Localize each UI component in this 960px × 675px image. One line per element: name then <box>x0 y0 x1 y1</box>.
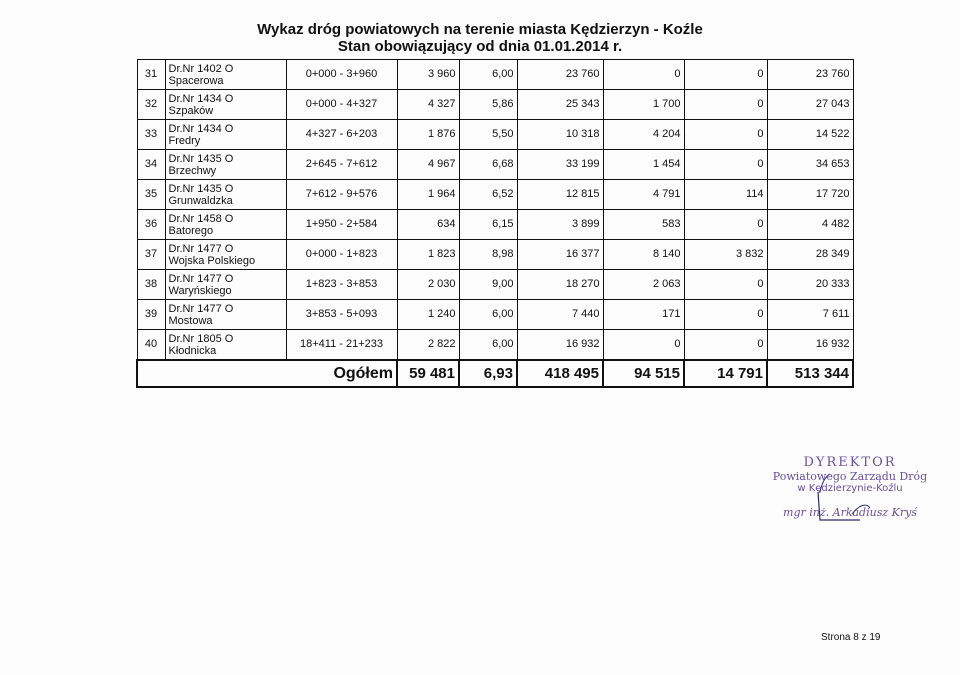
col7-value: 16 932 <box>767 330 853 361</box>
road-number: Dr.Nr 1434 O <box>168 122 234 135</box>
col5-value: 0 <box>603 330 684 361</box>
road-number: Dr.Nr 1435 O <box>168 152 234 165</box>
col6-value: 0 <box>684 150 767 180</box>
road-name <box>165 60 286 90</box>
row-number: 40 <box>137 330 165 361</box>
road-name <box>165 90 286 120</box>
km-range: 3+853 - 5+093 <box>286 300 397 330</box>
road-name <box>165 210 286 240</box>
col6-value: 0 <box>684 300 767 330</box>
table-row <box>137 240 853 270</box>
length-value: 4 327 <box>397 90 459 120</box>
road-number: Dr.Nr 1477 O <box>168 242 234 255</box>
col5-value: 0 <box>603 60 684 90</box>
col7-value: 17 720 <box>767 180 853 210</box>
street-name: Kłodnicka <box>168 344 217 357</box>
row-number: 31 <box>137 60 165 90</box>
width-value: 6,52 <box>459 180 517 210</box>
row-number: 37 <box>137 240 165 270</box>
col5-value: 8 140 <box>603 240 684 270</box>
col5-value: 171 <box>603 300 684 330</box>
km-range: 0+000 - 1+823 <box>286 240 397 270</box>
street-name: Mostowa <box>168 314 213 327</box>
col6-value: 0 <box>684 270 767 300</box>
street-name: Batorego <box>168 224 214 237</box>
table-row <box>137 300 853 330</box>
road-number: Dr.Nr 1805 O <box>168 332 234 345</box>
table-row <box>137 150 853 180</box>
length-value: 3 960 <box>397 60 459 90</box>
width-value: 9,00 <box>459 270 517 300</box>
area-value: 18 270 <box>517 270 603 300</box>
table-row <box>137 210 853 240</box>
col7-value: 23 760 <box>767 60 853 90</box>
km-range: 4+327 - 6+203 <box>286 120 397 150</box>
road-number: Dr.Nr 1402 O <box>168 62 234 75</box>
table-row <box>137 90 853 120</box>
col5-value: 4 791 <box>603 180 684 210</box>
table-row <box>137 330 853 361</box>
road-name <box>165 270 286 300</box>
col6-value: 0 <box>684 120 767 150</box>
col5-value: 583 <box>603 210 684 240</box>
street-name: Szpaków <box>168 104 214 117</box>
col7-value: 7 611 <box>767 300 853 330</box>
area-value: 10 318 <box>517 120 603 150</box>
col6-value: 0 <box>684 90 767 120</box>
area-value: 23 760 <box>517 60 603 90</box>
length-value: 2 030 <box>397 270 459 300</box>
km-range: 1+823 - 3+853 <box>286 270 397 300</box>
total-width: 6,93 <box>459 360 517 387</box>
street-name: Grunwaldzka <box>168 194 233 207</box>
width-value: 6,15 <box>459 210 517 240</box>
road-number: Dr.Nr 1458 O <box>168 212 234 225</box>
width-value: 6,00 <box>459 300 517 330</box>
km-range: 1+950 - 2+584 <box>286 210 397 240</box>
area-value: 12 815 <box>517 180 603 210</box>
stamp-office: Powiatowego Zarządu Dróg <box>772 470 928 483</box>
area-value: 16 932 <box>517 330 603 361</box>
table-row <box>137 270 853 300</box>
road-name <box>165 240 286 270</box>
roads-table-body <box>137 60 853 361</box>
row-number: 39 <box>137 300 165 330</box>
row-number: 36 <box>137 210 165 240</box>
width-value: 6,68 <box>459 150 517 180</box>
length-value: 1 964 <box>397 180 459 210</box>
area-value: 3 899 <box>517 210 603 240</box>
col7-value: 28 349 <box>767 240 853 270</box>
length-value: 4 967 <box>397 150 459 180</box>
col6-value: 114 <box>684 180 767 210</box>
col5-value: 1 454 <box>603 150 684 180</box>
col5-value: 2 063 <box>603 270 684 300</box>
col7-value: 20 333 <box>767 270 853 300</box>
length-value: 634 <box>397 210 459 240</box>
width-value: 8,98 <box>459 240 517 270</box>
road-name <box>165 150 286 180</box>
area-value: 16 377 <box>517 240 603 270</box>
width-value: 6,00 <box>459 60 517 90</box>
row-number: 33 <box>137 120 165 150</box>
road-name <box>165 120 286 150</box>
col7-value: 4 482 <box>767 210 853 240</box>
director-stamp <box>760 455 940 519</box>
km-range: 2+645 - 7+612 <box>286 150 397 180</box>
road-number: Dr.Nr 1477 O <box>168 302 234 315</box>
length-value: 1 823 <box>397 240 459 270</box>
stamp-location: w Kędzierzynie-Koźlu <box>797 483 903 494</box>
street-name: Waryńskiego <box>168 284 232 297</box>
km-range: 18+411 - 21+233 <box>286 330 397 361</box>
total-label: Ogółem <box>137 360 397 387</box>
length-value: 1 240 <box>397 300 459 330</box>
street-name: Fredry <box>168 134 201 147</box>
page-number: Strona 8 z 19 <box>821 632 881 643</box>
total-length: 59 481 <box>397 360 459 387</box>
row-number: 35 <box>137 180 165 210</box>
table-row <box>137 120 853 150</box>
street-name: Brzechwy <box>168 164 217 177</box>
area-value: 7 440 <box>517 300 603 330</box>
width-value: 5,50 <box>459 120 517 150</box>
col6-value: 0 <box>684 210 767 240</box>
stamp-title: DYREKTOR <box>803 455 897 470</box>
table-row <box>137 60 853 90</box>
road-name <box>165 330 286 361</box>
col5-value: 4 204 <box>603 120 684 150</box>
col6-value: 0 <box>684 60 767 90</box>
document-subtitle: Stan obowiązujący od dnia 01.01.2014 r. <box>337 38 623 55</box>
road-number: Dr.Nr 1434 O <box>168 92 234 105</box>
col7-value: 14 522 <box>767 120 853 150</box>
table-row <box>137 180 853 210</box>
total-row <box>137 360 853 387</box>
total-area: 418 495 <box>517 360 603 387</box>
street-name: Wojska Polskiego <box>168 254 256 267</box>
street-name: Spacerowa <box>168 74 224 87</box>
width-value: 5,86 <box>459 90 517 120</box>
km-range: 7+612 - 9+576 <box>286 180 397 210</box>
road-number: Dr.Nr 1435 O <box>168 182 234 195</box>
width-value: 6,00 <box>459 330 517 361</box>
document-title: Wykaz dróg powiatowych na terenie miasta Kędzierzyn - Koźle <box>257 21 703 38</box>
length-value: 1 876 <box>397 120 459 150</box>
row-number: 38 <box>137 270 165 300</box>
col7-value: 34 653 <box>767 150 853 180</box>
col7-value: 27 043 <box>767 90 853 120</box>
length-value: 2 822 <box>397 330 459 361</box>
stamp-signatory: mgr inż. Arkadiusz Kryś <box>783 506 917 519</box>
road-name <box>165 300 286 330</box>
col6-value: 3 832 <box>684 240 767 270</box>
col6-value: 0 <box>684 330 767 361</box>
total-col5: 94 515 <box>603 360 684 387</box>
col5-value: 1 700 <box>603 90 684 120</box>
roads-table <box>136 59 854 388</box>
road-number: Dr.Nr 1477 O <box>168 272 234 285</box>
row-number: 34 <box>137 150 165 180</box>
area-value: 25 343 <box>517 90 603 120</box>
total-col6: 14 791 <box>684 360 767 387</box>
road-name <box>165 180 286 210</box>
area-value: 33 199 <box>517 150 603 180</box>
km-range: 0+000 - 4+327 <box>286 90 397 120</box>
total-col7: 513 344 <box>767 360 853 387</box>
km-range: 0+000 - 3+960 <box>286 60 397 90</box>
row-number: 32 <box>137 90 165 120</box>
